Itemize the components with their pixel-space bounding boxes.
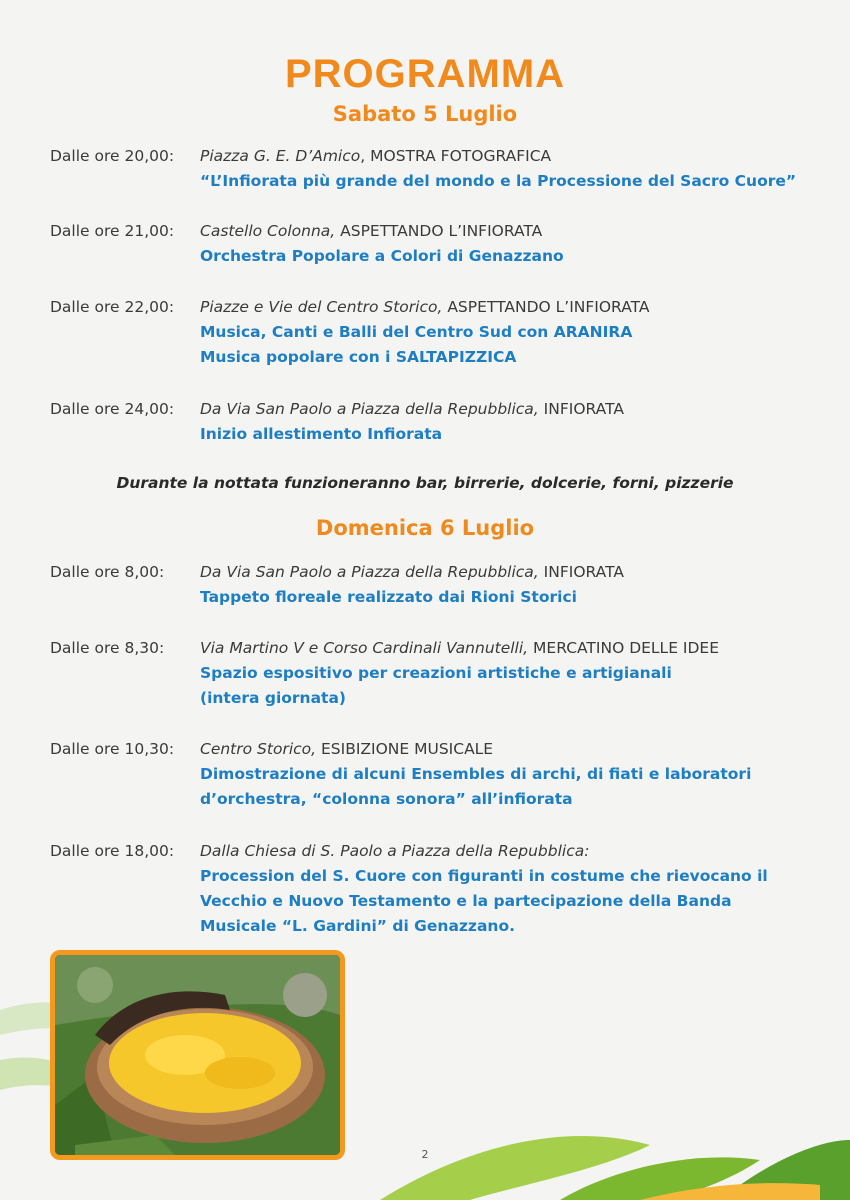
entry-detail-line: “L’Infiorata più grande del mondo e la Processione del Sacro Cuore” <box>200 172 797 190</box>
entry-detail-line: Dimostrazione di alcuni Ensembles di archi, di fiati e laboratori <box>200 765 752 783</box>
entry-detail-line: Musica, Canti e Balli del Centro Sud con ARANIRA <box>200 323 633 341</box>
entry-event: INFIORATA <box>543 563 624 581</box>
basket-illustration <box>55 955 340 1155</box>
entry-event: ESIBIZIONE MUSICALE <box>321 740 494 758</box>
entry-detail-line: Spazio espositivo per creazioni artistiche e artigianali <box>200 664 672 682</box>
entry-detail-line: d’orchestra, “colonna sonora” all’infiorata <box>200 790 573 808</box>
flower-basket-photo <box>50 950 345 1160</box>
entry-time: Dalle ore 22,00: <box>50 298 175 316</box>
entry-event: MERCATINO DELLE IDEE <box>533 639 720 657</box>
entry-time: Dalle ore 10,30: <box>50 740 175 758</box>
entry-detail-line: Musica popolare con i SALTAPIZZICA <box>200 348 517 366</box>
entry-separator: , <box>360 147 366 165</box>
entry-place: Centro Storico, <box>200 740 317 758</box>
entry-detail-line: (intera giornata) <box>200 689 347 707</box>
entry-time: Dalle ore 8,00: <box>50 563 165 581</box>
entry-place: Piazza G. E. D’Amico <box>200 147 361 165</box>
entry-detail-line: Musicale “L. Gardini” di Genazzano. <box>200 917 515 935</box>
entry-place: Dalla Chiesa di S. Paolo a Piazza della Repubblica: <box>200 842 590 860</box>
page-title: PROGRAMMA <box>284 52 566 96</box>
entry-time: Dalle ore 8,30: <box>50 639 165 657</box>
entry-place: Da Via San Paolo a Piazza della Repubblica, <box>200 563 539 581</box>
entry-time: Dalle ore 21,00: <box>50 222 175 240</box>
entry-place: Castello Colonna, <box>200 222 336 240</box>
entry-time: Dalle ore 18,00: <box>50 842 175 860</box>
entry-event: ASPETTANDO L’INFIORATA <box>447 298 650 316</box>
page-number: 2 <box>421 1148 429 1161</box>
entry-place: Via Martino V e Corso Cardinali Vannutelli, <box>200 639 529 657</box>
day-heading-saturday: Sabato 5 Luglio <box>332 102 518 126</box>
day-heading-sunday: Domenica 6 Luglio <box>315 516 535 540</box>
entry-place: Da Via San Paolo a Piazza della Repubblica, <box>200 400 539 418</box>
entry-event: INFIORATA <box>543 400 624 418</box>
entry-event: ASPETTANDO L’INFIORATA <box>340 222 543 240</box>
entry-time: Dalle ore 24,00: <box>50 400 175 418</box>
entry-event: MOSTRA FOTOGRAFICA <box>370 147 552 165</box>
entry-place: Piazze e Vie del Centro Storico, <box>200 298 443 316</box>
entry-time: Dalle ore 20,00: <box>50 147 175 165</box>
entry-detail-line: Orchestra Popolare a Colori di Genazzano <box>200 247 564 265</box>
entry-detail-line: Inizio allestimento Infiorata <box>200 425 443 443</box>
night-note: Durante la nottata funzioneranno bar, birrerie, dolcerie, forni, pizzerie <box>116 474 734 492</box>
entry-detail-line: Vecchio e Nuovo Testamento e la partecipazione della Banda <box>200 892 732 910</box>
entry-detail-line: Procession del S. Cuore con figuranti in costume che rievocano il <box>200 867 768 885</box>
entry-detail-line: Tappeto floreale realizzato dai Rioni Storici <box>200 588 577 606</box>
